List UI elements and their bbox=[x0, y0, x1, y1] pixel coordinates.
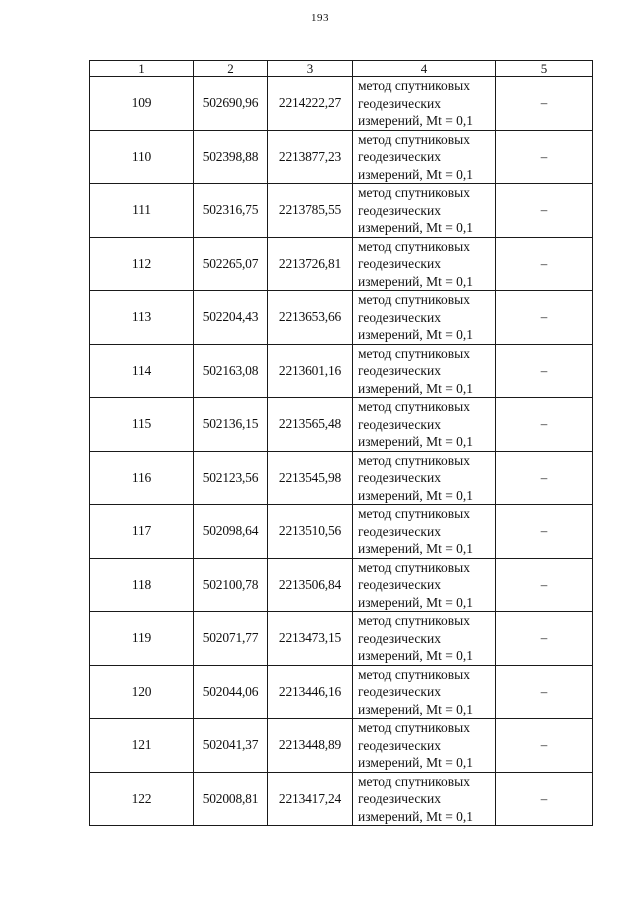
table-row bbox=[90, 558, 593, 612]
column-5-cell: – bbox=[496, 451, 593, 505]
point-number-cell: 120 bbox=[90, 665, 194, 719]
method-text-line: метод спутниковых bbox=[358, 78, 470, 93]
y-coordinate-cell: 2213448,89 bbox=[268, 719, 353, 773]
x-coordinate-cell: 502265,07 bbox=[194, 237, 268, 291]
x-coordinate-cell: 502041,37 bbox=[194, 719, 268, 773]
point-number-cell: 121 bbox=[90, 719, 194, 773]
method-text-line: измерений, Mt = 0,1 bbox=[358, 808, 474, 824]
point-number-cell: 119 bbox=[90, 612, 194, 666]
y-coordinate-cell: 2213877,23 bbox=[268, 130, 353, 184]
method-text-line: измерений, Mt = 0,1 bbox=[358, 487, 474, 503]
method-text-line: геодезических bbox=[358, 149, 441, 164]
x-coordinate-cell: 502008,81 bbox=[194, 772, 268, 826]
y-coordinate-cell: 2213417,24 bbox=[268, 772, 353, 826]
method-cell bbox=[353, 558, 496, 612]
point-number-cell: 122 bbox=[90, 772, 194, 826]
method-cell bbox=[353, 612, 496, 666]
method-text-line: метод спутниковых bbox=[358, 292, 470, 307]
table-row bbox=[90, 344, 593, 398]
method-cell bbox=[353, 665, 496, 719]
y-coordinate-cell: 2213506,84 bbox=[268, 558, 353, 612]
point-number-cell: 115 bbox=[90, 398, 194, 452]
column-5-cell: – bbox=[496, 665, 593, 719]
method-text-line: метод спутниковых bbox=[358, 399, 470, 414]
method-text-line: измерений, Mt = 0,1 bbox=[358, 273, 474, 289]
y-coordinate-cell: 2213446,16 bbox=[268, 665, 353, 719]
method-text-line: геодезических bbox=[358, 791, 441, 806]
method-cell bbox=[353, 772, 496, 826]
y-coordinate-cell: 2213565,48 bbox=[268, 398, 353, 452]
method-text-line: измерений, Mt = 0,1 bbox=[358, 166, 474, 182]
method-text-line: метод спутниковых bbox=[358, 613, 470, 628]
x-coordinate-cell: 502136,15 bbox=[194, 398, 268, 452]
method-text-line: геодезических bbox=[358, 363, 441, 378]
x-coordinate-cell: 502100,78 bbox=[194, 558, 268, 612]
x-coordinate-cell: 502123,56 bbox=[194, 451, 268, 505]
method-text-line: измерений, Mt = 0,1 bbox=[358, 327, 474, 342]
method-text-line: геодезических bbox=[358, 202, 441, 218]
column-5-cell: – bbox=[496, 772, 593, 826]
method-text-line: геодезических bbox=[358, 737, 441, 753]
method-text-line: метод спутниковых bbox=[358, 666, 470, 682]
x-coordinate-cell: 502044,06 bbox=[194, 665, 268, 719]
table-row bbox=[90, 398, 593, 452]
method-text-line: геодезических bbox=[358, 684, 441, 699]
method-text-line: измерений, Mt = 0,1 bbox=[358, 755, 474, 770]
table-row bbox=[90, 505, 593, 559]
table-row bbox=[90, 665, 593, 719]
y-coordinate-cell: 2213473,15 bbox=[268, 612, 353, 666]
method-text-line: измерений, Mt = 0,1 bbox=[358, 380, 474, 396]
y-coordinate-cell: 2213510,56 bbox=[268, 505, 353, 559]
y-coordinate-cell: 2214222,27 bbox=[268, 77, 353, 131]
x-coordinate-cell: 502098,64 bbox=[194, 505, 268, 559]
method-text-line: геодезических bbox=[358, 309, 441, 325]
column-5-cell: – bbox=[496, 612, 593, 666]
method-cell bbox=[353, 505, 496, 559]
point-number-cell: 117 bbox=[90, 505, 194, 559]
column-5-cell: – bbox=[496, 719, 593, 773]
method-text-line: измерений, Mt = 0,1 bbox=[358, 434, 474, 449]
method-cell bbox=[353, 344, 496, 398]
table-row bbox=[90, 612, 593, 666]
column-5-cell: – bbox=[496, 505, 593, 559]
column-5-cell: – bbox=[496, 237, 593, 291]
column-5-cell: – bbox=[496, 558, 593, 612]
column-header-1: 1 bbox=[90, 61, 194, 77]
table-header bbox=[90, 61, 593, 77]
page-number: 193 bbox=[311, 12, 329, 24]
point-number-cell: 113 bbox=[90, 291, 194, 345]
method-text-line: метод спутниковых bbox=[358, 185, 470, 200]
table-row bbox=[90, 130, 593, 184]
method-cell bbox=[353, 291, 496, 345]
method-text-line: метод спутниковых bbox=[358, 720, 470, 735]
x-coordinate-cell: 502690,96 bbox=[194, 77, 268, 131]
header-row bbox=[90, 61, 593, 77]
method-cell bbox=[353, 398, 496, 452]
method-text-line: метод спутниковых bbox=[358, 238, 470, 254]
x-coordinate-cell: 502316,75 bbox=[194, 184, 268, 238]
point-number-cell: 116 bbox=[90, 451, 194, 505]
method-text-line: измерений, Mt = 0,1 bbox=[358, 113, 474, 128]
method-text-line: геодезических bbox=[358, 416, 441, 432]
table-row bbox=[90, 77, 593, 131]
method-text-line: метод спутниковых bbox=[358, 559, 470, 575]
column-5-cell: – bbox=[496, 130, 593, 184]
method-text-line: геодезических bbox=[358, 470, 441, 485]
method-cell bbox=[353, 451, 496, 505]
column-header-3: 3 bbox=[268, 61, 353, 77]
column-5-cell: – bbox=[496, 77, 593, 131]
point-number-cell: 112 bbox=[90, 237, 194, 291]
table-row bbox=[90, 184, 593, 238]
y-coordinate-cell: 2213726,81 bbox=[268, 237, 353, 291]
method-cell bbox=[353, 130, 496, 184]
method-text-line: метод спутниковых bbox=[358, 131, 470, 147]
point-number-cell: 118 bbox=[90, 558, 194, 612]
y-coordinate-cell: 2213545,98 bbox=[268, 451, 353, 505]
point-number-cell: 109 bbox=[90, 77, 194, 131]
column-header-2: 2 bbox=[194, 61, 268, 77]
method-cell bbox=[353, 77, 496, 131]
method-text-line: метод спутниковых bbox=[358, 773, 470, 789]
table-row bbox=[90, 451, 593, 505]
method-text-line: геодезических bbox=[358, 523, 441, 539]
method-cell bbox=[353, 719, 496, 773]
table-row bbox=[90, 772, 593, 826]
column-5-cell: – bbox=[496, 344, 593, 398]
column-5-cell: – bbox=[496, 184, 593, 238]
method-text-line: метод спутниковых bbox=[358, 506, 470, 521]
point-number-cell: 114 bbox=[90, 344, 194, 398]
table-row bbox=[90, 719, 593, 773]
method-text-line: измерений, Mt = 0,1 bbox=[358, 648, 474, 663]
method-text-line: измерений, Mt = 0,1 bbox=[358, 701, 474, 717]
method-text-line: геодезических bbox=[358, 256, 441, 271]
y-coordinate-cell: 2213601,16 bbox=[268, 344, 353, 398]
x-coordinate-cell: 502163,08 bbox=[194, 344, 268, 398]
y-coordinate-cell: 2213653,66 bbox=[268, 291, 353, 345]
column-5-cell: – bbox=[496, 291, 593, 345]
point-number-cell: 111 bbox=[90, 184, 194, 238]
method-text-line: геодезических bbox=[358, 95, 441, 111]
column-5-cell: – bbox=[496, 398, 593, 452]
method-text-line: измерений, Mt = 0,1 bbox=[358, 220, 474, 235]
coordinates-table bbox=[89, 60, 593, 826]
x-coordinate-cell: 502398,88 bbox=[194, 130, 268, 184]
y-coordinate-cell: 2213785,55 bbox=[268, 184, 353, 238]
method-cell bbox=[353, 237, 496, 291]
method-text-line: измерений, Mt = 0,1 bbox=[358, 541, 474, 556]
column-header-4: 4 bbox=[353, 61, 496, 77]
table-row bbox=[90, 237, 593, 291]
method-cell bbox=[353, 184, 496, 238]
table-row bbox=[90, 291, 593, 345]
table-body bbox=[90, 77, 593, 826]
x-coordinate-cell: 502204,43 bbox=[194, 291, 268, 345]
method-text-line: метод спутниковых bbox=[358, 345, 470, 361]
method-text-line: геодезических bbox=[358, 630, 441, 646]
method-text-line: метод спутниковых bbox=[358, 452, 470, 468]
x-coordinate-cell: 502071,77 bbox=[194, 612, 268, 666]
method-text-line: измерений, Mt = 0,1 bbox=[358, 594, 474, 610]
point-number-cell: 110 bbox=[90, 130, 194, 184]
method-text-line: геодезических bbox=[358, 577, 441, 592]
column-header-5: 5 bbox=[496, 61, 593, 77]
